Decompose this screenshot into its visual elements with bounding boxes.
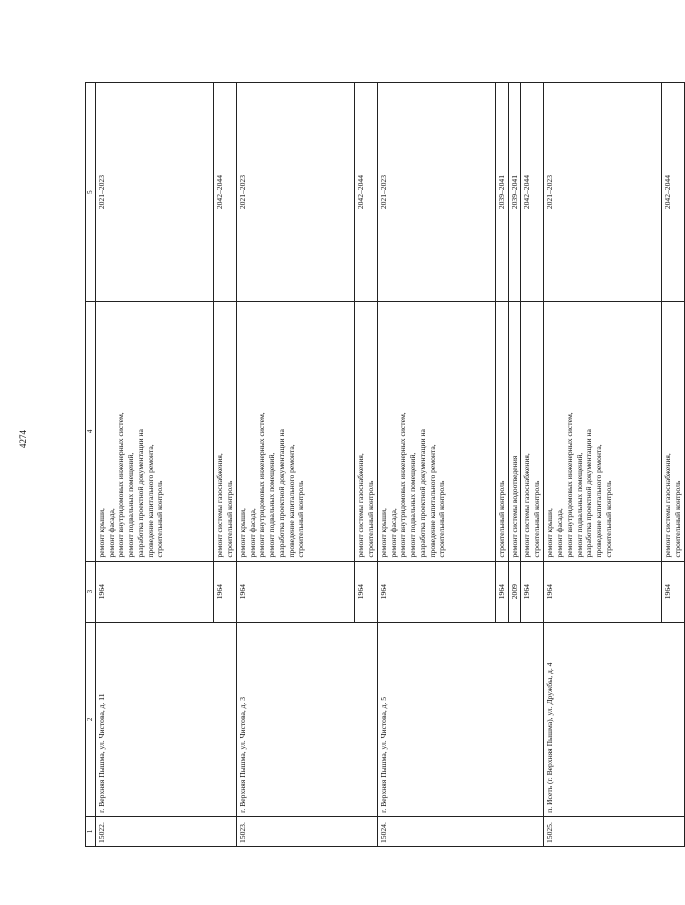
row-number-cell: 15025.: [544, 816, 685, 846]
rotated-table-container: [85, 82, 683, 847]
works-cell: [544, 302, 662, 561]
table-row: [236, 83, 354, 847]
address-cell: г. Верхняя Пышма, ул. Чистова, д. 5: [377, 622, 543, 816]
work-item: строительный контроль: [365, 480, 375, 558]
work-item: строительный контроль: [532, 480, 542, 558]
row-number-cell: 15022.: [95, 816, 236, 846]
table-row: [544, 83, 662, 847]
work-item: ремонт подвальных помещений,: [408, 452, 418, 558]
year-cell: 1964: [236, 561, 354, 622]
work-item: ремонт системы газоснабжения,: [663, 453, 673, 558]
works-cell: [521, 302, 544, 561]
work-item: строительный контроль: [224, 480, 234, 558]
work-item: ремонт внутридомовых инженерных систем,: [564, 412, 574, 558]
work-item: ремонт внутридомовых инженерных систем,: [257, 412, 267, 558]
column-header: 1: [86, 816, 96, 846]
year-cell: 1964: [95, 561, 213, 622]
year-cell: 1964: [213, 561, 236, 622]
period-cell: 2021–2023: [236, 83, 354, 302]
work-item: ремонт системы газоснабжения,: [355, 453, 365, 558]
work-item: строительный контроль: [296, 480, 306, 558]
works-cell: [236, 302, 354, 561]
period-cell: 2021–2023: [95, 83, 213, 302]
work-item: строительный контроль: [603, 480, 613, 558]
work-item: строительный контроль: [155, 480, 165, 558]
work-item: ремонт внутридомовых инженерных систем,: [398, 412, 408, 558]
work-item: проведение капитального ремонта,: [427, 444, 437, 558]
works-cell: [95, 302, 213, 561]
period-cell: 2021–2023: [377, 83, 495, 302]
work-item: ремонт фасада,: [555, 508, 565, 558]
period-cell: 2039–2041: [495, 83, 508, 302]
period-cell: 2042–2044: [354, 83, 377, 302]
year-cell: 1964: [377, 561, 495, 622]
year-cell: 1964: [495, 561, 508, 622]
table-body: [95, 83, 684, 847]
work-item: ремонт крыши,: [378, 508, 388, 558]
period-cell: 2021–2023: [544, 83, 662, 302]
table-row: [95, 83, 213, 847]
works-cell: [377, 302, 495, 561]
row-number-cell: 15024.: [377, 816, 543, 846]
work-item: разработка проектной документации на: [276, 429, 286, 558]
page-number: 4274: [18, 430, 28, 448]
year-cell: 1964: [521, 561, 544, 622]
year-cell: 1964: [662, 561, 685, 622]
column-header: 2: [86, 622, 96, 816]
repair-schedule-table: [85, 82, 685, 847]
works-cell: [662, 302, 685, 561]
year-cell: 1964: [354, 561, 377, 622]
work-item: ремонт подвальных помещений,: [267, 452, 277, 558]
year-cell: 2009: [508, 561, 521, 622]
work-item: разработка проектной документации на: [417, 429, 427, 558]
work-item: разработка проектной документации на: [584, 429, 594, 558]
work-item: ремонт системы газоснабжения,: [522, 453, 532, 558]
table-row: [377, 83, 495, 847]
work-item: проведение капитального ремонта,: [593, 444, 603, 558]
work-item: строительный контроль: [437, 480, 447, 558]
work-item: ремонт фасада,: [388, 508, 398, 558]
work-item: ремонт внутридомовых инженерных систем,: [116, 412, 126, 558]
work-item: ремонт подвальных помещений,: [126, 452, 136, 558]
work-item: ремонт системы газоснабжения,: [214, 453, 224, 558]
address-cell: г. Верхняя Пышма, ул. Чистова, д. 3: [236, 622, 377, 816]
address-cell: г. Верхняя Пышма, ул. Чистова, д. 11: [95, 622, 236, 816]
works-cell: [508, 302, 521, 561]
work-item: строительный контроль: [673, 480, 683, 558]
work-item: строительный контроль: [496, 480, 506, 558]
work-item: проведение капитального ремонта,: [145, 444, 155, 558]
column-header: 3: [86, 561, 96, 622]
work-item: ремонт подвальных помещений,: [574, 452, 584, 558]
work-item: ремонт крыши,: [237, 508, 247, 558]
column-number-row: [86, 83, 96, 847]
work-item: проведение капитального ремонта,: [286, 444, 296, 558]
column-header: 5: [86, 83, 96, 302]
period-cell: 2042–2044: [213, 83, 236, 302]
works-cell: [495, 302, 508, 561]
year-cell: 1964: [544, 561, 662, 622]
period-cell: 2042–2044: [662, 83, 685, 302]
row-number-cell: 15023.: [236, 816, 377, 846]
column-header: 4: [86, 302, 96, 561]
period-cell: 2042–2044: [521, 83, 544, 302]
works-cell: [354, 302, 377, 561]
work-item: ремонт фасада,: [106, 508, 116, 558]
works-cell: [213, 302, 236, 561]
work-item: ремонт крыши,: [96, 508, 106, 558]
work-item: разработка проектной документации на: [135, 429, 145, 558]
address-cell: п. Исеть (г. Верхняя Пышма), ул. Дружбы, д. 4: [544, 622, 685, 816]
work-item: ремонт крыши,: [545, 508, 555, 558]
work-item: ремонт фасада,: [247, 508, 257, 558]
period-cell: 2039–2041: [508, 83, 521, 302]
work-item: ремонт системы водоотведения: [509, 455, 519, 558]
